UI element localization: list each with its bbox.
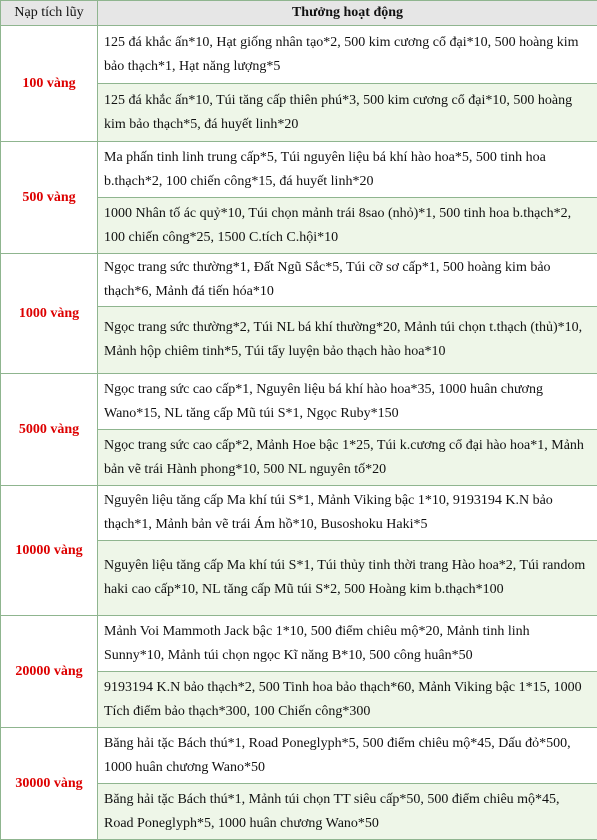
tier-label: 5000 vàng [1, 374, 98, 486]
tier-label: 100 vàng [1, 26, 98, 142]
tier-label: 500 vàng [1, 142, 98, 254]
table-row [1, 728, 597, 784]
header-reward: Thưởng hoạt động [98, 1, 597, 26]
header-row [1, 1, 597, 26]
reward-cell: Băng hải tặc Bách thú*1, Mảnh túi chọn TT siêu cấp*50, 500 điểm chiêu mộ*45, Road Poneglyph*5, 1000 huân chương Wano*50 [98, 784, 597, 840]
table-row [1, 374, 597, 430]
reward-cell: 125 đá khắc ấn*10, Hạt giống nhân tạo*2, 500 kim cương cổ đại*10, 500 hoàng kim bảo thạch*1, Hạt năng lượng*5 [98, 26, 597, 84]
reward-cell: 9193194 K.N bảo thạch*2, 500 Tinh hoa bảo thạch*60, Mảnh Viking bậc 1*15, 1000 Tích điểm bảo thạch*300, 100 Chiến công*300 [98, 672, 597, 728]
table-row [1, 254, 597, 307]
reward-cell: Băng hải tặc Bách thú*1, Road Poneglyph*5, 500 điểm chiêu mộ*45, Dấu đỏ*500, 1000 huân chương Wano*50 [98, 728, 597, 784]
reward-cell: Mảnh Voi Mammoth Jack bậc 1*10, 500 điểm chiêu mộ*20, Mảnh tinh linh Sunny*10, Mảnh túi chọn ngọc Kĩ năng B*10, 500 công huân*50 [98, 616, 597, 672]
header-deposit: Nạp tích lũy [1, 1, 98, 26]
reward-cell: 125 đá khắc ấn*10, Túi tăng cấp thiên phú*3, 500 kim cương cổ đại*10, 500 hoàng kim bảo thạch*5, đá huyết linh*20 [98, 84, 597, 142]
table-row [1, 616, 597, 672]
reward-cell: 1000 Nhân tố ác quỷ*10, Túi chọn mảnh trái 8sao (nhỏ)*1, 500 tinh hoa b.thạch*2, 100 chiến công*25, 1500 C.tích C.hội*10 [98, 198, 597, 254]
table-row [1, 26, 597, 84]
table-row [1, 486, 597, 541]
reward-cell: Ngọc trang sức thường*2, Túi NL bá khí thường*20, Mảnh túi chọn t.thạch (thủ)*10, Mảnh hộp chiêm tinh*5, Túi tẩy luyện bảo thạch hào hoa*10 [98, 307, 597, 374]
reward-cell: Ngọc trang sức thường*1, Đất Ngũ Sắc*5, Túi cỡ sơ cấp*1, 500 hoàng kim bảo thạch*6, Mảnh đá tiến hóa*10 [98, 254, 597, 307]
tier-label: 30000 vàng [1, 728, 98, 840]
reward-cell: Nguyên liệu tăng cấp Ma khí túi S*1, Mảnh Viking bậc 1*10, 9193194 K.N bảo thạch*1, Mảnh bản vẽ trái Ám hồ*10, Busoshoku Haki*5 [98, 486, 597, 541]
reward-cell: Ngọc trang sức cao cấp*1, Nguyên liệu bá khí hào hoa*35, 1000 huân chương Wano*15, NL tăng cấp Mũ túi S*1, Ngọc Ruby*150 [98, 374, 597, 430]
table-row [1, 142, 597, 198]
reward-cell: Ngọc trang sức cao cấp*2, Mảnh Hoe bậc 1*25, Túi k.cương cổ đại hào hoa*1, Mảnh bản vẽ trái Hành phong*10, 500 NL nguyên tố*20 [98, 430, 597, 486]
reward-cell: Ma phấn tinh linh trung cấp*5, Túi nguyên liệu bá khí hào hoa*5, 500 tinh hoa b.thạch*2, 100 chiến công*15, đá huyết linh*20 [98, 142, 597, 198]
tier-label: 10000 vàng [1, 486, 98, 616]
tier-label: 1000 vàng [1, 254, 98, 374]
reward-cell: Nguyên liệu tăng cấp Ma khí túi S*1, Túi thủy tinh thời trang Hào hoa*2, Túi random haki cao cấp*10, NL tăng cấp Mũ túi S*2, 500 Hoàng kim b.thạch*100 [98, 541, 597, 616]
tier-label: 20000 vàng [1, 616, 98, 728]
